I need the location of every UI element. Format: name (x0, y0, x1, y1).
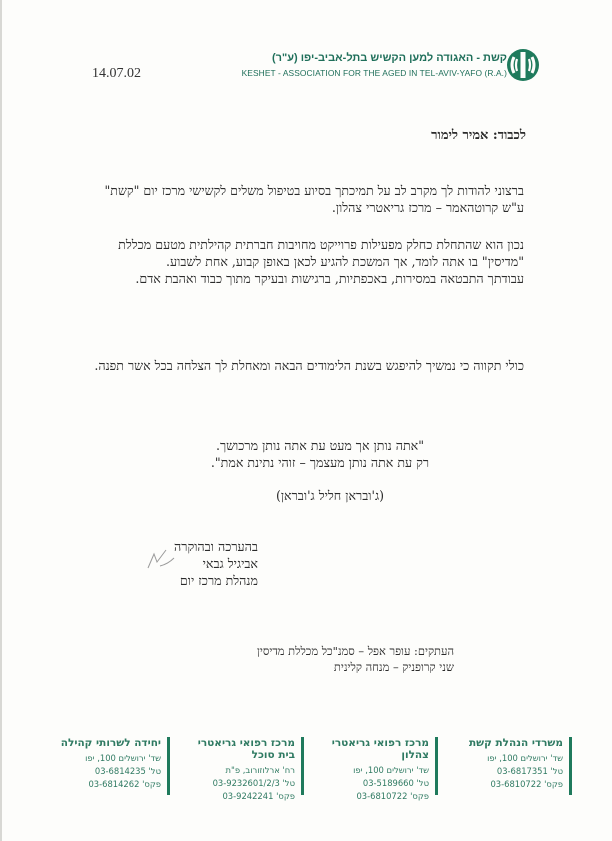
paragraph-line: ברצוני להודות לך מקרב לב על תמיכתך בסיוע בטיפול משלים לקשישי מרכז יום "קשת" (104, 183, 524, 198)
footer-column-tzahalon (320, 737, 438, 801)
paragraph-line: נכון הוא שהתחלת כחלק מפעילות פרוייקט מחויבות חברתית קהילתית מטעם מכללת (118, 237, 524, 252)
signer-title: מנהלת מרכז יום (179, 573, 258, 588)
footer-line: טל' 03-5189660 (362, 778, 429, 788)
copies-list (214, 643, 454, 675)
footer-column-title: משרדי הנהלת קשת (468, 737, 563, 749)
closing-line: בהערכה ובהוקרה (174, 539, 258, 554)
org-name-hebrew: קשת - האגודה למען הקשיש בתל-אביב-יפו (ע"ר) (272, 52, 507, 64)
quote-line: "אתה נותן אך מעט עת אתה נותן מרכושך. (215, 438, 425, 453)
footer-contacts (60, 737, 572, 801)
footer-line: שד' ירושלים 100, יפו (85, 753, 161, 763)
copy-recipient: שני קרופניק – מנחה קלינית (333, 660, 454, 674)
copy-recipient: העתקים: עופר אפל – סמנ"כל מכללת מדיסין (256, 644, 454, 658)
footer-column-management (454, 737, 572, 795)
footer-column-title: מרכז רפואי גריאטרי צהלון (331, 737, 429, 761)
footer-column-title: מרכז רפואי גריאטרי בית סוכל (197, 737, 295, 761)
handwritten-signature-icon (146, 548, 176, 570)
paragraph-wish: כולי תקווה כי נמשיך להיפגש בשנת הלימודים הבאה ומאחלת לך הצלחה בכל אשר תפנה. (94, 358, 524, 373)
footer-line: שד' ירושלים 100, יפו (353, 765, 429, 775)
paragraph-project (84, 236, 524, 287)
paragraph-line: ע"ש קרוטהאמר – מרכז גריאטרי צהלון. (331, 200, 524, 215)
page-edge (0, 0, 2, 841)
footer-line: פקס' 03-6810722 (490, 779, 563, 789)
footer-line: פקס' 03-6814262 (88, 779, 161, 789)
org-name-english: KESHET - ASSOCIATION FOR THE AGED IN TEL-AVIV-YAFO (R.A.) (241, 68, 507, 78)
quote-author: (ג'ובראן חליל ג'ובראן) (275, 488, 385, 503)
quote-line: רק עת אתה נותן מעצמך – זוהי נתינת אמת". (210, 455, 430, 470)
footer-column-title: יחידה לשרותי קהילה (60, 737, 161, 749)
footer-column-community (52, 737, 170, 795)
salutation: לכבוד: אמיר לימור (431, 128, 526, 143)
paragraph-line: "מדיסין" בו אתה לומד, אך המשכת להגיע לכאן באופן קבוע, אחת לשבוע. (165, 254, 524, 269)
footer-line: רח' ארלוזורוב, פ"ת (225, 765, 295, 775)
letterhead (242, 52, 507, 78)
footer-line: טל' 03-6814235 (94, 766, 161, 776)
paragraph-thanks (84, 182, 524, 216)
footer-line: טל' 03-9232601/2/3 (212, 778, 295, 788)
footer-line: שד' ירושלים 100, יפו (487, 753, 563, 763)
footer-line: פקס' 03-9242241 (222, 791, 295, 801)
footer-column-beit-sokol (186, 737, 304, 801)
signer-name: אביגיל גבאי (202, 556, 258, 571)
keshet-logo-icon (506, 48, 540, 82)
paragraph-line: עבודתך התבטאה במסירות, באכפתיות, ברגישות ובעיקר מתוך כבוד ואהבת אדם. (135, 271, 524, 286)
quote (150, 437, 490, 471)
letter-date: 14.07.02 (92, 66, 141, 81)
footer-line: פקס' 03-6810722 (356, 791, 429, 801)
footer-line: טל' 03-6817351 (496, 766, 563, 776)
